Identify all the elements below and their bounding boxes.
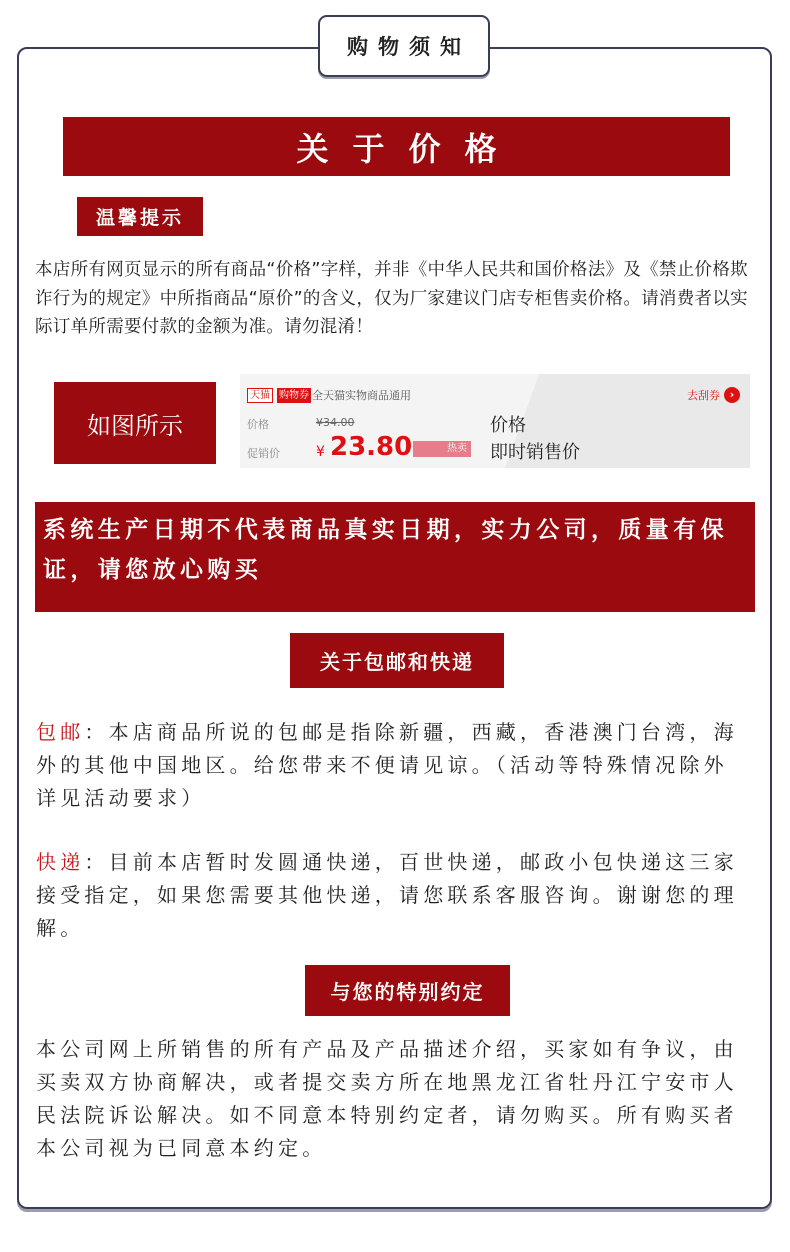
express-term: 快递: [36, 850, 85, 874]
agreement-section-label: 与您的特别约定: [305, 965, 510, 1016]
currency-symbol: ¥: [316, 444, 325, 460]
price-section-banner: 关于价格: [63, 117, 730, 176]
shown-label: 如图所示: [54, 382, 216, 464]
tmall-badge: 天猫: [247, 388, 273, 403]
free-shipping-text: ：本店商品所说的包邮是指除新疆，西藏，香港澳门台湾，海外的其他中国地区。给您带来不便请见谅。（活动等特殊情况除外详见活动要求）: [36, 720, 738, 810]
express-text: ：目前本店暂时发圆通快递，百世快递，邮政小包快递这三家接受指定，如果您需要其他快递，请您联系客服咨询。谢谢您的理解。: [36, 850, 738, 940]
express-paragraph: [36, 846, 748, 945]
price-label: 价格: [247, 418, 269, 431]
shipping-section-label: 关于包邮和快递: [290, 633, 504, 688]
free-shipping-term: 包邮: [36, 720, 85, 744]
get-coupon-link[interactable]: 去刮券: [687, 389, 720, 402]
chevron-right-icon[interactable]: ›: [724, 387, 740, 403]
hot-tag: 热卖: [413, 441, 471, 457]
agreement-paragraph: 本公司网上所销售的所有产品及产品描述介绍，买家如有争议，由买卖双方协商解决，或者提交卖方所在地黑龙江省牡丹江宁安市人民法院诉讼解决。如不同意本特别约定者，请勿购买。所有购买者本公司视为已同意本约定。: [36, 1037, 738, 1160]
original-price: ¥34.00: [316, 416, 355, 429]
page-title: 购物须知: [318, 15, 490, 77]
price-paragraph: 本店所有网页显示的所有商品“价格”字样，并非《中华人民共和国价格法》及《禁止价格欺诈行为的规定》中所指商品“原价”的含义，仅为厂家建议门店专柜售卖价格。请消费者以实际订单所需要付款的金额为准。请勿混淆！: [35, 260, 748, 337]
tip-label: 温馨提示: [77, 197, 203, 236]
promo-price-label: 促销价: [247, 447, 280, 460]
coupon-badge: 购物券: [279, 390, 309, 401]
sale-price: 23.80: [330, 432, 413, 462]
date-notice-banner: 系统生产日期不代表商品真实日期，实力公司，质量有保证，请您放心购买: [35, 502, 755, 612]
note-price: 价格: [490, 415, 526, 436]
free-shipping-paragraph: [36, 716, 748, 815]
coupon-text: 全天猫实物商品通用: [312, 389, 411, 402]
note-sale-price: 即时销售价: [490, 442, 580, 463]
promo-example-panel: [240, 374, 750, 468]
